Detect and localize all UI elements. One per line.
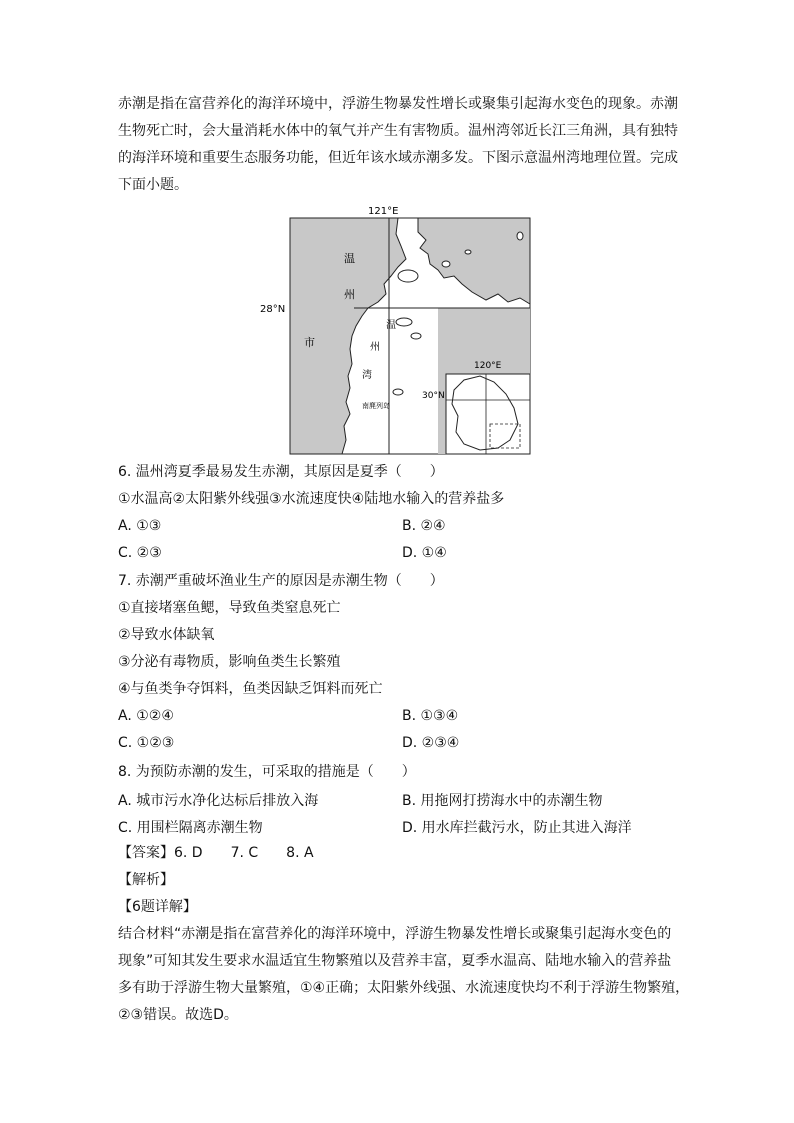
question-7-option-c: C. ①②③	[118, 735, 175, 751]
question-7-option-a: A. ①②④	[118, 708, 174, 724]
map-svg	[258, 204, 540, 456]
intro-line-1: 赤潮是指在富营养化的海洋环境中，浮游生物暴发性增长或聚集引起海水变色的现象。赤潮	[118, 96, 678, 112]
place-wen: 温	[344, 252, 355, 265]
question-8-option-c: C. 用围栏隔离赤潮生物	[118, 820, 263, 836]
question-8-option-d: D. 用水库拦截污水，防止其进入海洋	[402, 820, 632, 836]
question-7-statement-4: ④与鱼类争夺饵料，鱼类因缺乏饵料而死亡	[118, 681, 383, 697]
question-7-statement-3: ③分泌有毒物质，影响鱼类生长繁殖	[118, 654, 341, 670]
question-7-option-b: B. ①③④	[402, 708, 459, 724]
inset-lon-label: 120°E	[474, 361, 502, 371]
question-7-option-d: D. ②③④	[402, 735, 460, 751]
wenzhou-bay-map	[258, 204, 540, 456]
question-6-statements: ①水温高②太阳紫外线强③水流速度快④陆地水输入的营养盐多	[118, 491, 505, 507]
island	[393, 389, 403, 395]
explanation-line-4: ②③错误。故选D。	[118, 1007, 238, 1023]
islands-label: 南麂列岛	[362, 402, 390, 410]
intro-line-4: 下面小题。	[118, 177, 188, 193]
bay-label-zhou: 州	[370, 342, 380, 353]
island	[465, 250, 471, 254]
island	[396, 318, 412, 326]
question-8-option-b: B. 用拖网打捞海水中的赤潮生物	[402, 793, 603, 809]
intro-line-3: 的海洋环境和重要生态服务功能，但近年该水域赤潮多发。下图示意温州湾地理位置。完成	[118, 150, 678, 166]
question-7-statement-1: ①直接堵塞鱼鳃，导致鱼类窒息死亡	[118, 600, 341, 616]
place-shi: 市	[304, 336, 315, 349]
answer-line: 【答案】6. D 7. C 8. A	[118, 845, 314, 861]
question-6-option-d: D. ①④	[402, 545, 447, 561]
island	[517, 232, 523, 240]
question-6-option-c: C. ②③	[118, 545, 162, 561]
question-6-option-b: B. ②④	[402, 518, 446, 534]
bay-label-wen: 温	[386, 320, 396, 331]
explanation-line-2: 现象”可知其发生要求水温适宜生物繁殖以及营养丰富，夏季水温高、陆地水输入的营养盐	[118, 953, 672, 969]
island	[442, 261, 450, 267]
island	[411, 333, 421, 339]
question-8-option-a: A. 城市污水净化达标后排放入海	[118, 793, 319, 809]
explanation-line-1: 结合材料“赤潮是指在富营养化的海洋环境中，浮游生物暴发性增长或聚集引起海水变色的	[118, 926, 672, 942]
detail-label: 【6题详解】	[118, 899, 197, 915]
bay-label-wan: 湾	[362, 370, 372, 381]
intro-line-2: 生物死亡时，会大量消耗水体中的氧气并产生有害物质。温州湾邻近长江三角洲，具有独特	[118, 123, 678, 139]
question-6-option-a: A. ①③	[118, 518, 162, 534]
question-8-stem: 8. 为预防赤潮的发生，可采取的措施是（ ）	[118, 764, 416, 780]
island	[398, 270, 418, 282]
question-7-stem: 7. 赤潮严重破坏渔业生产的原因是赤潮生物（ ）	[118, 573, 444, 589]
analysis-label: 【解析】	[118, 872, 174, 888]
lat-label: 28°N	[260, 304, 286, 315]
inset-lat-label: 30°N	[422, 391, 445, 401]
place-zhou: 州	[344, 288, 355, 301]
question-6-stem: 6. 温州湾夏季最易发生赤潮，其原因是夏季（ ）	[118, 464, 444, 480]
explanation-line-3: 多有助于浮游生物大量繁殖，①④正确；太阳紫外线强、水流速度快均不利于浮游生物繁殖，	[118, 980, 690, 996]
lon-label: 121°E	[368, 206, 399, 217]
question-7-statement-2: ②导致水体缺氧	[118, 627, 215, 643]
